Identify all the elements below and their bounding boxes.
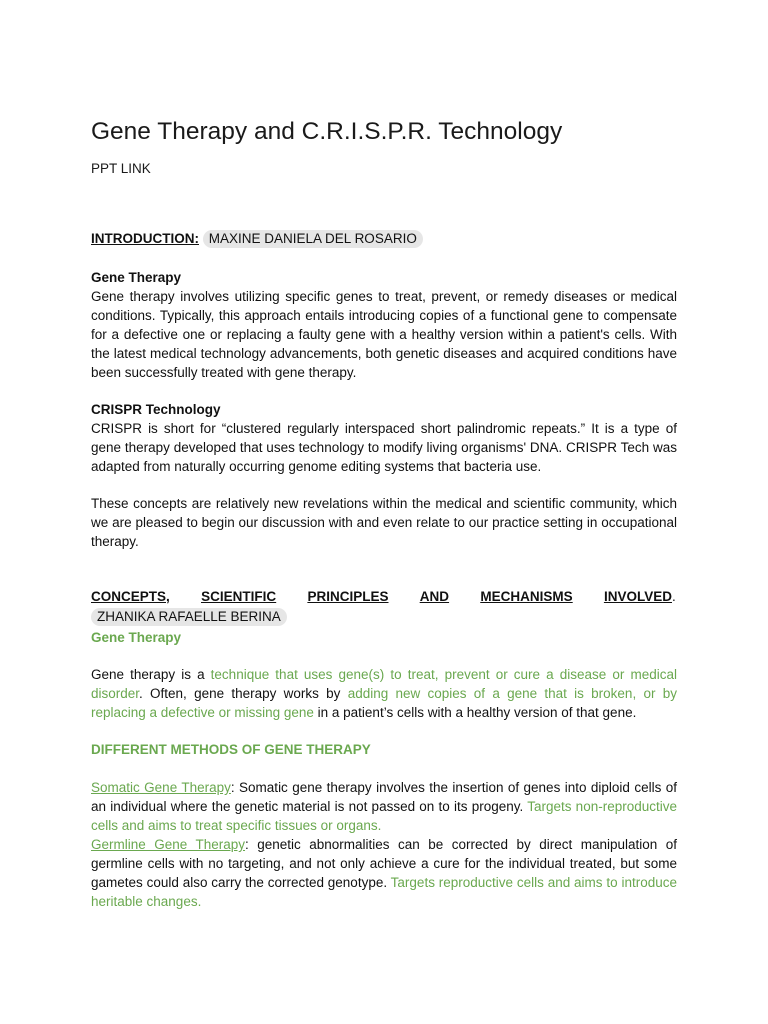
ppt-link[interactable]: PPT LINK (91, 161, 151, 176)
somatic-text: : Somatic gene therapy involves the insertion of genes into diploid cells of an individual where the genetic material is not passed on to its progeny. (91, 780, 677, 814)
crispr-heading: CRISPR Technology (91, 402, 221, 417)
definition-text: Gene therapy is a (91, 667, 211, 682)
concepts-word: PRINCIPLES (307, 589, 389, 604)
introduction-heading-row (91, 229, 677, 248)
gene-therapy-paragraph: Gene therapy involves utilizing specific genes to treat, prevent, or remedy diseases or medical conditions. Typically, this approach entails introducing copies of a functional gene to compensate for a defective one or replacing a faulty gene with a healthy version within a patient's cells. With the latest medical technology advancements, both genetic diseases and acquired conditions have been successfully treated with gene therapy. (91, 289, 677, 380)
definition-highlight: technique that uses gene(s) to treat, prevent or cure a disease or medical disorder (91, 667, 677, 701)
crispr-paragraph: CRISPR is short for “clustered regularly interspaced short palindromic repeats.” It is a type of gene therapy developed that uses technology to modify living organisms' DNA. CRISPR Tech was adapted from naturally occurring genome editing systems that bacteria use. (91, 421, 677, 474)
methods-section (91, 778, 677, 911)
concepts-gene-heading-row (91, 628, 677, 647)
definition-highlight: adding new copies of a gene that is broken, or by replacing a defective or missing gene (91, 686, 677, 720)
germline-gene-therapy-link[interactable]: Germline Gene Therapy (91, 837, 246, 852)
intro-closing-paragraph: These concepts are relatively new revelations within the medical and scientific community, which we are pleased to begin our discussion with and even relate to our practice setting in occupational therapy. (91, 496, 677, 549)
concepts-gene-therapy-heading: Gene Therapy (91, 630, 182, 645)
document-title: Gene Therapy and C.R.I.S.P.R. Technology (91, 118, 563, 145)
gene-therapy-definition-section (91, 665, 677, 722)
gene-therapy-definition (91, 665, 677, 722)
concepts-word: CONCEPTS, (91, 589, 170, 604)
concepts-heading-period: . (672, 589, 676, 604)
concepts-heading-row (91, 587, 677, 606)
concepts-word: INVOLVED (603, 589, 672, 604)
introduction-label: INTRODUCTION: (91, 231, 199, 246)
concepts-author-row (91, 607, 677, 626)
concepts-heading (91, 587, 672, 606)
concepts-word: MECHANISMS (480, 589, 573, 604)
germline-highlight: Targets reproductive cells and aims to introduce heritable changes. (91, 875, 677, 909)
crispr-section (91, 400, 677, 476)
concepts-word: SCIENTIFIC (201, 589, 277, 604)
definition-text: in a patient’s cells with a healthy version of that gene. (313, 705, 637, 720)
somatic-gene-therapy-link[interactable]: Somatic Gene Therapy (91, 780, 231, 795)
concepts-word: AND (419, 589, 450, 604)
gene-therapy-heading: Gene Therapy (91, 270, 182, 285)
methods-heading-row (91, 740, 677, 759)
germline-paragraph (91, 835, 677, 911)
intro-gene-therapy-section (91, 268, 677, 382)
author-chip-maxine[interactable]: MAXINE DANIELA DEL ROSARIO (203, 230, 423, 248)
somatic-paragraph (91, 778, 677, 835)
author-chip-zhanika[interactable]: ZHANIKA RAFAELLE BERINA (91, 608, 287, 626)
methods-heading: DIFFERENT METHODS OF GENE THERAPY (91, 742, 371, 757)
definition-text: . Often, gene therapy works by (139, 686, 348, 701)
intro-closing-section (91, 494, 677, 551)
germline-text: : genetic abnormalities can be corrected by direct manipulation of germline cells with no targeting, and not only achieve a cure for the individual treated, but some gametes could also carry the corrected genotype. (91, 837, 678, 890)
somatic-highlight: Targets non-reproductive cells and aims to treat specific tissues or organs. (91, 799, 677, 833)
